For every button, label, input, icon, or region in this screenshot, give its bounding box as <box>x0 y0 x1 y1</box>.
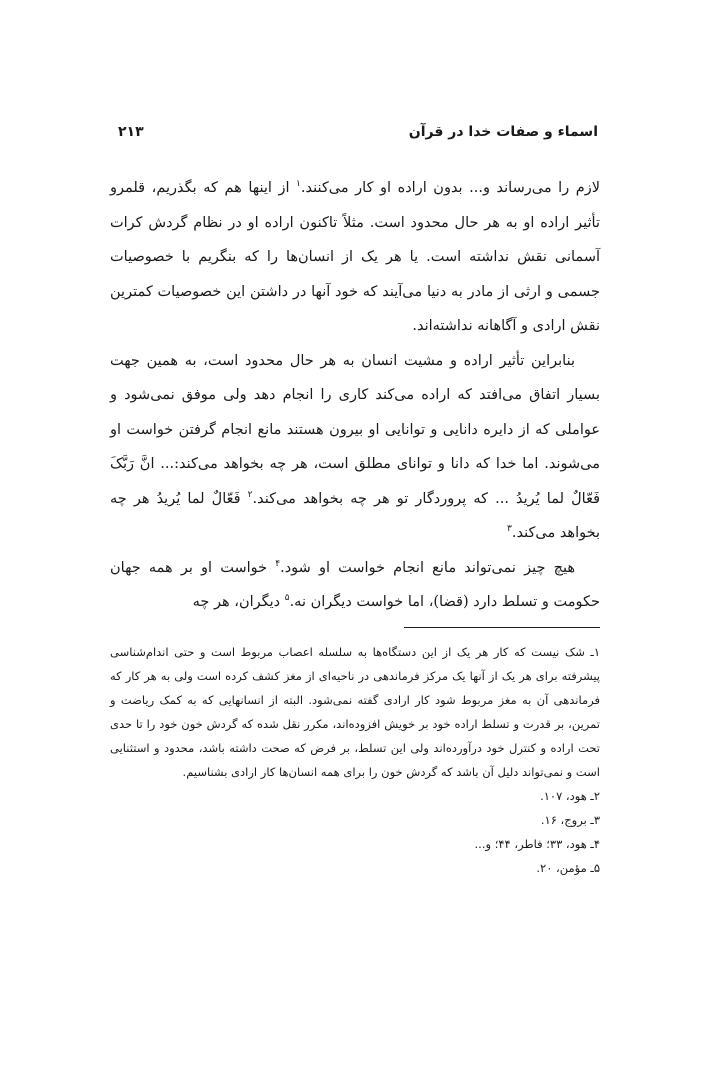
paragraph-3-text: هیچ چیز نمی‌تواند مانع انجام خواست او شود. <box>280 559 575 576</box>
page-number: ۲۱۳ <box>118 124 144 140</box>
page-header <box>118 119 598 145</box>
paragraph-1 <box>110 171 600 344</box>
footnote-divider <box>404 627 600 628</box>
paragraph-2-text-rest: فَعّالٌ لما یُریدُ هر چه بخواهد می‌کند. <box>110 490 600 541</box>
footnote-ref-3[interactable]: ۳ <box>507 524 512 535</box>
paragraph-2 <box>110 344 600 551</box>
footnote-ref-1[interactable]: ۱ <box>296 179 301 190</box>
footnote-4: ۴ـ هود، ۳۳؛ فاطر، ۴۴؛ و... <box>474 837 600 851</box>
footnote-1: ۱ـ شک نیست که کار هر یک از این دستگاه‌ها به سلسله اعصاب مربوط است و حتی اندام‌شناسی پیشرفته برای هر یک از آنها یک مرکز فرماندهی در ناحیه‌ای از مغز کشف کرده است ولی به هر کار که فرماندهی آن به مغز مربوط شود کار ارادی گفته نمی‌شود. البته از انسانهایی که به کمک ریاضت و تمرین، بر قدرت و تسلط اراده خود بر خویش افزوده‌اند، مکرر نقل شده که گردش خون خود را تا حدی تحت اراده و کنترل خود درآورده‌اند ولی این تسلط، بر فرض که صحت داشته باشد، محدود و استثنایی است و نمی‌تواند دلیل آن باشد که گردش خون را برای همه انسان‌ها کار ارادی بشناسیم. <box>110 645 600 779</box>
paragraph-3-text-mid: خواست او بر همه جهان حکومت و تسلط دارد (قضا)، اما خواست دیگران نه. <box>110 559 600 610</box>
footnote-3: ۳ـ بروج، ۱۶. <box>540 813 600 827</box>
main-text <box>110 171 600 620</box>
running-head: اسماء و صفات خدا در قرآن <box>408 124 598 140</box>
footnotes <box>110 640 600 880</box>
footnote-ref-5[interactable]: ۵ <box>284 593 290 604</box>
footnote-2: ۲ـ هود، ۱۰۷. <box>540 789 600 803</box>
footnote-ref-4[interactable]: ۴ <box>275 558 281 569</box>
paragraph-1-text-rest: از اینها هم که بگذریم، قلمرو تأثیر اراده او به هر حال محدود است. مثلاً تاکنون اراده او در نظام گردش کرات آسمانی نقش نداشته است. یا هر یک از انسان‌ها را که بنگریم با خصوصیات جسمی و ارثی از مادر به دنیا می‌آیند که خود آنها در داشتن این خصوصیات کمترین نقش ارادی و آگاهانه نداشته‌اند. <box>110 180 600 334</box>
paragraph-3-text-end: دیگران، هر چه <box>192 594 285 610</box>
paragraph-1-text: لازم را می‌رساند و... بدون اراده او کار می‌کنند. <box>300 180 600 196</box>
paragraph-2-text: بنابراین تأثیر اراده و مشیت انسان به هر حال محدود است، به همین جهت بسیار اتفاق می‌افتد که اراده می‌کند کاری را انجام دهد ولی موفق نمی‌شود و عواملی که از دایره دانایی و توانایی او بیرون هستند مانع انجام گرفتن خواست او می‌شوند. اما خدا که دانا و توانای مطلق است، هر چه بخواهد می‌کند:... انَّ رَبَّکَ فَعّالٌ لما یُریدُ ... که پروردگار تو هر چه بخواهد می‌کند. <box>110 352 600 507</box>
footnote-ref-2[interactable]: ۲ <box>247 489 253 500</box>
paragraph-3 <box>110 551 600 620</box>
footnote-5: ۵ـ مؤمن، ۲۰. <box>536 861 600 875</box>
